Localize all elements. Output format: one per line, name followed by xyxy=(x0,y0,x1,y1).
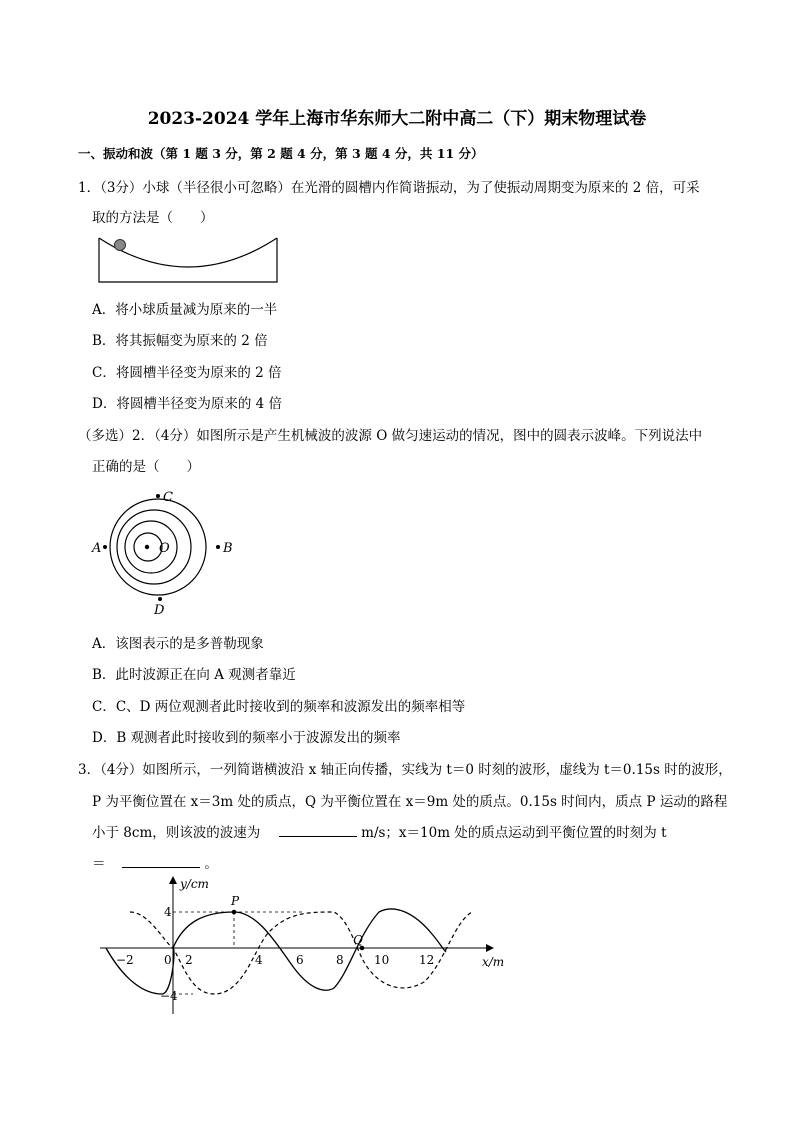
q1-option-c: C．将圆槽半径变为原来的 2 倍 xyxy=(92,365,282,381)
q2-stem-line1: （多选）2．（4分）如图所示是产生机械波的波源 O 做匀速运动的情况，图中的圆表示波峰。下列说法中 xyxy=(78,428,703,444)
x-tick-6: 6 xyxy=(296,953,304,967)
q2-figure-doppler xyxy=(88,484,248,618)
q1-stem-line2: 取的方法是（ ） xyxy=(92,210,214,226)
answer-blank-time[interactable] xyxy=(122,855,200,868)
label-c: C xyxy=(163,490,173,505)
q3-line3-text-a: 小于 8cm，则该波的波速为 xyxy=(92,825,261,841)
q3-stem-line4 xyxy=(92,852,218,872)
q3-stem-line2: P 为平衡位置在 x＝3m 处的质点，Q 为平衡位置在 x＝9m 处的质点。0.15s 时间内，质点 P 运动的路程 xyxy=(92,794,728,810)
x-tick-12: 12 xyxy=(419,953,435,967)
q2-stem-line2: 正确的是（ ） xyxy=(92,459,200,475)
q3-stem-line1: 3．（4分）如图所示，一列简谐横波沿 x 轴正向传播，实线为 t＝0 时刻的波形，虚线为 t＝0.15s 时的波形， xyxy=(78,762,732,778)
q2-option-c: C．C、D 两位观测者此时接收到的频率和波源发出的频率相等 xyxy=(92,699,466,715)
label-o: O xyxy=(159,541,170,556)
y-tick-4: 4 xyxy=(164,905,172,919)
x-tick-8: 8 xyxy=(336,953,344,967)
q1-option-d: D．将圆槽半径变为原来的 4 倍 xyxy=(92,396,282,412)
label-q: Q xyxy=(353,933,363,947)
label-p: P xyxy=(231,894,240,908)
q1-option-b: B．将其振幅变为原来的 2 倍 xyxy=(92,333,268,349)
x-axis-arrow xyxy=(486,944,494,952)
observer-d-dot xyxy=(158,597,162,601)
x-tick-4: 4 xyxy=(255,953,263,967)
point-p xyxy=(232,910,237,915)
groove-arc xyxy=(99,238,277,267)
label-b: B xyxy=(223,541,233,556)
x-axis-label: x/m xyxy=(482,955,505,969)
page-title: 2023-2024 学年上海市华东师大二附中高二（下）期末物理试卷 xyxy=(147,109,647,129)
q3-line4-text-b: 。 xyxy=(204,856,218,872)
q3-line4-text-a: ＝ xyxy=(92,856,106,872)
q1-option-a: A．将小球质量减为原来的一半 xyxy=(92,302,278,318)
x-tick-2: 2 xyxy=(185,953,193,967)
label-d: D xyxy=(154,603,165,618)
y-tick-m4: −4 xyxy=(160,989,178,1003)
section-heading: 一、振动和波（第 1 题 3 分，第 2 题 4 分，第 3 题 4 分，共 11 分） xyxy=(78,146,484,161)
x-tick-m2: −2 xyxy=(116,953,134,967)
wave-solid-t0 xyxy=(106,909,446,994)
q2-option-a: A．该图表示的是多普勒现象 xyxy=(92,636,264,652)
q2-option-b: B．此时波源正在向 A 观测者靠近 xyxy=(92,667,296,683)
q3-wave-graph xyxy=(94,872,524,1022)
y-axis-arrow xyxy=(169,876,177,884)
q3-line3-text-b: m/s；x＝10m 处的质点运动到平衡位置的时刻为 t xyxy=(361,825,667,841)
source-o-dot xyxy=(145,545,149,549)
x-tick-labels xyxy=(116,953,434,967)
observer-a-dot xyxy=(103,545,107,549)
observer-c-dot xyxy=(156,494,160,498)
y-axis-label: y/cm xyxy=(180,877,209,891)
q1-stem-line1: 1．（3分）小球（半径很小可忽略）在光滑的圆槽内作简谐振动，为了使振动周期变为原来的 2 倍，可采 xyxy=(78,180,700,196)
x-tick-0: 0 xyxy=(164,953,172,967)
q3-stem-line3 xyxy=(92,821,667,841)
q1-figure-groove xyxy=(96,234,280,286)
observer-b-dot xyxy=(216,545,220,549)
q2-option-d: D．B 观测者此时接收到的频率小于波源发出的频率 xyxy=(92,730,401,746)
answer-blank-speed[interactable] xyxy=(279,824,357,837)
x-tick-10: 10 xyxy=(374,953,390,967)
label-a: A xyxy=(92,541,102,556)
ball xyxy=(115,240,126,251)
